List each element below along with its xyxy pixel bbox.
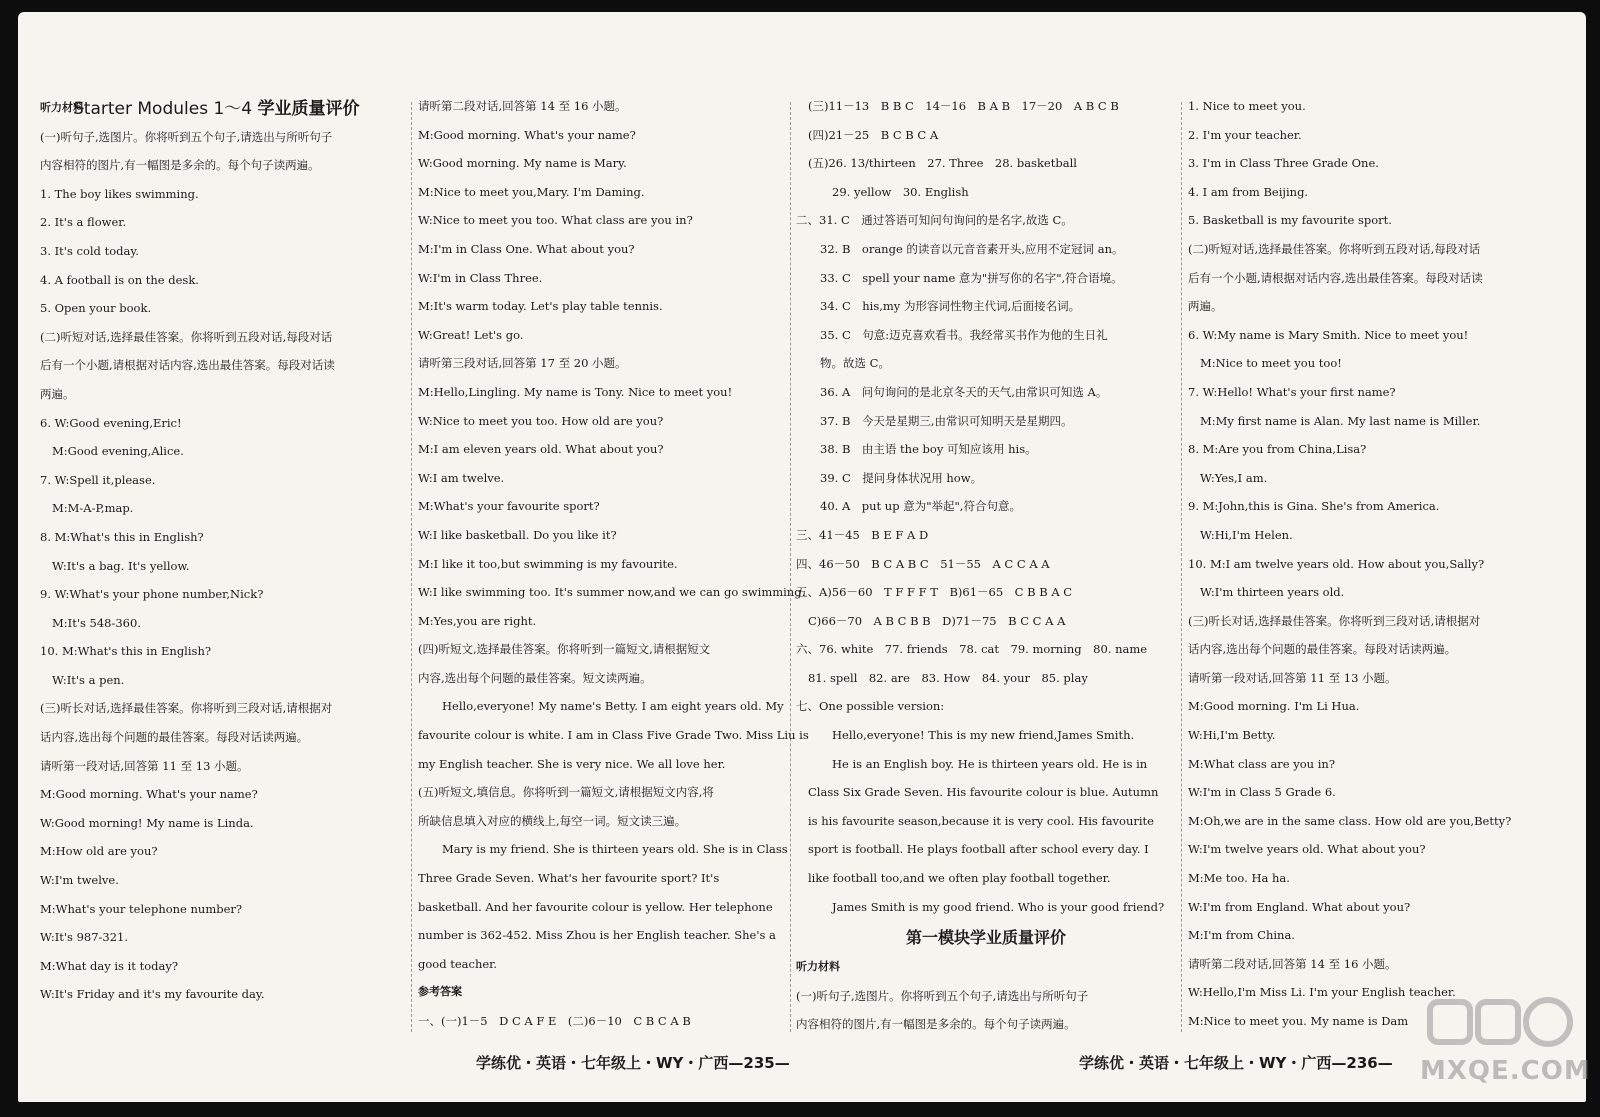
text-line: M:Me too. Ha ha. [1188,871,1290,886]
text-line: 2. It's a flower. [40,215,127,230]
text-line: 请听第二段对话,回答第 14 至 16 小题。 [418,99,627,113]
text-line: 六、76. white 77. friends 78. cat 79. morning 80. name [796,642,1148,657]
text-line: 请听第一段对话,回答第 11 至 13 小题。 [40,758,249,773]
text-line: 40. A put up 意为"举起",符合句意。 [820,499,1021,514]
column-3 [796,92,1176,1054]
text-line: 36. A 问句询问的是北京冬天的天气,由常识可知选 A。 [820,384,1108,399]
text-line: W:Yes,I am. [1200,470,1268,485]
text-line: W:Hello,I'm Miss Li. I'm your English teacher. [1188,985,1456,1000]
text-line: W:Hi,I'm Betty. [1188,728,1276,743]
text-line: my English teacher. She is very nice. We all love her. [418,756,726,771]
text-line: W:I like swimming too. It's summer now,and we can go swimming. [418,585,806,600]
text-line: 2. I'm your teacher. [1188,127,1302,142]
text-line: 3. It's cold today. [40,243,139,258]
text-line: M:I'm from China. [1188,928,1295,943]
text-line: W:It's Friday and it's my favourite day. [40,987,265,1002]
text-line: 4. I am from Beijing. [1188,184,1309,199]
text-line: 29. yellow 30. English [832,184,969,199]
text-line: W:It's 987-321. [40,930,129,945]
text-line: W:I am twelve. [418,470,505,485]
text-line: Mary is my friend. She is thirteen years old. She is in Class [442,842,788,857]
text-line: 二、31. C 通过答语可知问句询问的是名字,故选 C。 [796,213,1073,228]
text-line: 7. W:Spell it,please. [40,472,156,487]
text-line: 后有一个小题,请根据对话内容,选出最佳答案。每段对话读 [40,358,335,373]
column-divider [790,102,791,1032]
text-line: Hello,everyone! This is my new friend,James Smith. [832,728,1135,743]
text-line: (二)听短对话,选择最佳答案。你将听到五段对话,每段对话 [1188,241,1481,256]
text-line: M:Good morning. I'm Li Hua. [1188,699,1360,714]
text-line: is his favourite season,because it is very cool. His favourite [808,813,1154,828]
text-line: 请听第三段对话,回答第 17 至 20 小题。 [418,356,627,371]
text-line: M:M-A-P,map. [52,501,134,516]
section-heading: 听力材料 [40,101,84,114]
text-line: W:Good morning! My name is Linda. [40,815,254,830]
text-line: 所缺信息填入对应的横线上,每空一词。短文读三遍。 [418,813,687,828]
text-line: (一)听句子,选图片。你将听到五个句子,请选出与所听句子 [40,129,333,144]
text-line: Three Grade Seven. What's her favourite sport? It's [418,871,720,886]
text-line: 37. B 今天是星期三,由常识可知明天是星期四。 [820,413,1073,428]
text-line: favourite colour is white. I am in Class Five Grade Two. Miss Liu is [418,728,809,743]
text-line: W:I'm in Class 5 Grade 6. [1188,785,1336,800]
listening-material [796,953,1176,1039]
text-line: Class Six Grade Seven. His favourite colour is blue. Autumn [808,785,1159,800]
column-4 [1188,92,1568,1054]
text-line: M:Yes,you are right. [418,613,537,628]
column-2 [418,92,809,1054]
text-line: M:I like it too,but swimming is my favourite. [418,556,678,571]
text-line: 五、A)56－60 T F F F T B)61－65 C B B A C [796,585,1073,600]
text-line: M:Nice to meet you,Mary. I'm Daming. [418,184,645,199]
scanned-sheet [18,12,1586,1102]
text-line: 请听第一段对话,回答第 11 至 13 小题。 [1188,670,1397,685]
text-line: 话内容,选出每个问题的最佳答案。每段对话读两遍。 [1188,642,1457,657]
text-line: number is 362-452. Miss Zhou is her English teacher. She's a [418,928,776,943]
text-line: M:Nice to meet you. My name is Dam [1188,1014,1409,1028]
title-cn: 学业质量评价 [257,99,360,119]
section-title: 第一模块学业质量评价 [905,928,1066,948]
text-line: 两遍。 [40,386,75,401]
title-en: Starter Modules 1～4 [73,99,253,119]
text-line: 内容,选出每个问题的最佳答案。短文读两遍。 [418,670,652,685]
text-line: W:I like basketball. Do you like it? [418,527,617,542]
text-line: 81. spell 82. are 83. How 84. your 85. play [808,670,1088,685]
watermark-icon [1420,990,1580,1060]
text-line: 4. A football is on the desk. [40,272,199,287]
text-line: (三)听长对话,选择最佳答案。你将听到三段对话,请根据对 [40,701,333,716]
text-line: (二)听短对话,选择最佳答案。你将听到五段对话,每段对话 [40,329,333,344]
text-line: 话内容,选出每个问题的最佳答案。每段对话读两遍。 [40,730,309,745]
watermark-logo [1420,990,1591,1100]
text-line: (四)听短文,选择最佳答案。你将听到一篇短文,请根据短文 [418,642,711,657]
text-line: M:How old are you? [40,844,158,859]
text-line: (四)21－25 B C B C A [808,127,939,142]
text-line: 33. C spell your name 意为"拼写你的名字",符合语境。 [820,270,1123,285]
text-line: 5. Open your book. [40,301,152,316]
text-line: M:My first name is Alan. My last name is Miller. [1200,413,1481,428]
text-line: 32. B orange 的读音以元音音素开头,应用不定冠词 an。 [820,241,1124,256]
text-line: (三)11－13 B B C 14－16 B A B 17－20 A B C B [808,99,1119,113]
text-line: W:It's a bag. It's yellow. [52,558,190,573]
text-line: 9. M:John,this is Gina. She's from America. [1188,499,1440,514]
text-line: M:It's warm today. Let's play table tennis. [418,299,663,314]
text-line: W:I'm twelve. [40,873,119,888]
text-line: W:I'm twelve years old. What about you? [1188,842,1426,857]
watermark-text: MXQE.COM [1420,1056,1591,1086]
text-line: W:Good morning. My name is Mary. [418,156,627,171]
text-line: 内容相符的图片,有一幅图是多余的。每个句子读两遍。 [40,158,320,173]
text-line: W:Nice to meet you too. How old are you? [418,413,664,428]
text-line: M:What's your favourite sport? [418,499,600,514]
text-line: M:What class are you in? [1188,756,1335,771]
column-divider [1181,102,1182,1032]
text-line: 34. C his,my 为形容词性物主代词,后面接名词。 [820,299,1081,314]
text-line: Hello,everyone! My name's Betty. I am eight years old. My [442,699,784,714]
text-line: W:Great! Let's go. [418,327,524,342]
text-line: 四、46－50 B C A B C 51－55 A C C A A [796,556,1050,571]
text-line: He is an English boy. He is thirteen years old. He is in [832,756,1148,771]
text-line: M:Good morning. What's your name? [418,127,636,142]
text-line: 1. Nice to meet you. [1188,99,1306,113]
text-line: (五)26. 13/thirteen 27. Three 28. basketball [808,156,1077,171]
text-line: 9. W:What's your phone number,Nick? [40,587,264,602]
text-line: (三)听长对话,选择最佳答案。你将听到三段对话,请根据对 [1188,613,1481,628]
text-line: 5. Basketball is my favourite sport. [1188,213,1392,228]
text-line: good teacher. [418,956,498,971]
text-line: M:Hello,Lingling. My name is Tony. Nice to meet you! [418,384,733,399]
page-footer-left: 学练优・英语・七年级上・WY・广西—235— [476,1054,790,1072]
text-line: M:I'm in Class One. What about you? [418,241,635,256]
text-line: 3. I'm in Class Three Grade One. [1188,156,1379,171]
page-footer-right: 学练优・英语・七年级上・WY・广西—236— [1079,1054,1393,1072]
section-heading: 参考答案 [418,985,462,999]
text-line: 三、41－45 B E F A D [796,527,929,542]
text-line: 一、(一)1－5 D C A F E (二)6－10 C B C A B [418,1014,691,1028]
text-line: W:I'm from England. What about you? [1188,899,1411,914]
text-line: C)66－70 A B C B B D)71－75 B C C A A [808,613,1066,628]
text-line: 35. C 句意:迈克喜欢看书。我经常买书作为他的生日礼 [820,327,1108,342]
text-line: 7. W:Hello! What's your first name? [1188,384,1396,399]
text-line: sport is football. He plays football after school every day. I [808,842,1149,857]
text-line: W:It's a pen. [52,672,125,687]
text-line: like football too,and we often play football together. [808,871,1111,886]
text-line: 请听第二段对话,回答第 14 至 16 小题。 [1188,956,1397,971]
text-line: M:What's your telephone number? [40,901,243,916]
text-line: M:Oh,we are in the same class. How old are you,Betty? [1188,813,1512,828]
text-line: 1. The boy likes swimming. [40,186,199,201]
text-line: 10. M:What's this in English? [40,644,212,659]
text-line: 后有一个小题,请根据对话内容,选出最佳答案。每段对话读 [1188,270,1483,285]
text-line: W:I'm thirteen years old. [1200,585,1345,600]
text-line: 38. B 由主语 the boy 可知应该用 his。 [820,442,1037,457]
text-line: James Smith is my good friend. Who is your good friend? [832,899,1165,914]
text-line: (一)听句子,选图片。你将听到五个句子,请选出与所听句子 [796,988,1089,1003]
text-line: 七、One possible version: [796,699,945,714]
text-line: M:It's 548-360. [52,615,141,630]
text-line: 内容相符的图片,有一幅图是多余的。每个句子读两遍。 [796,1017,1076,1032]
text-line: W:I'm in Class Three. [418,270,543,285]
text-line: M:Good evening,Alice. [52,444,184,459]
text-line: 8. M:What's this in English? [40,529,204,544]
answer-key [796,92,1176,921]
text-line: W:Nice to meet you too. What class are you in? [418,213,693,228]
text-line: W:Hi,I'm Helen. [1200,527,1293,542]
text-line: M:Good morning. What's your name? [40,787,258,802]
text-line: M:What day is it today? [40,958,178,973]
text-line: (五)听短文,填信息。你将听到一篇短文,请根据短文内容,将 [418,785,714,800]
text-line: 8. M:Are you from China,Lisa? [1188,442,1367,457]
text-line: basketball. And her favourite colour is yellow. Her telephone [418,899,773,914]
text-line: M:Nice to meet you too! [1200,356,1342,371]
section-heading: 听力材料 [796,960,840,974]
text-line: 两遍。 [1188,299,1223,314]
text-line: 物。故选 C。 [820,356,890,371]
column-1 [40,94,416,1054]
text-line: 6. W:My name is Mary Smith. Nice to meet you! [1188,327,1469,342]
text-line: M:I am eleven years old. What about you? [418,442,664,457]
text-line: 10. M:I am twelve years old. How about you,Sally? [1188,556,1485,571]
text-line: 39. C 提问身体状况用 how。 [820,470,983,485]
text-line: 6. W:Good evening,Eric! [40,415,182,430]
